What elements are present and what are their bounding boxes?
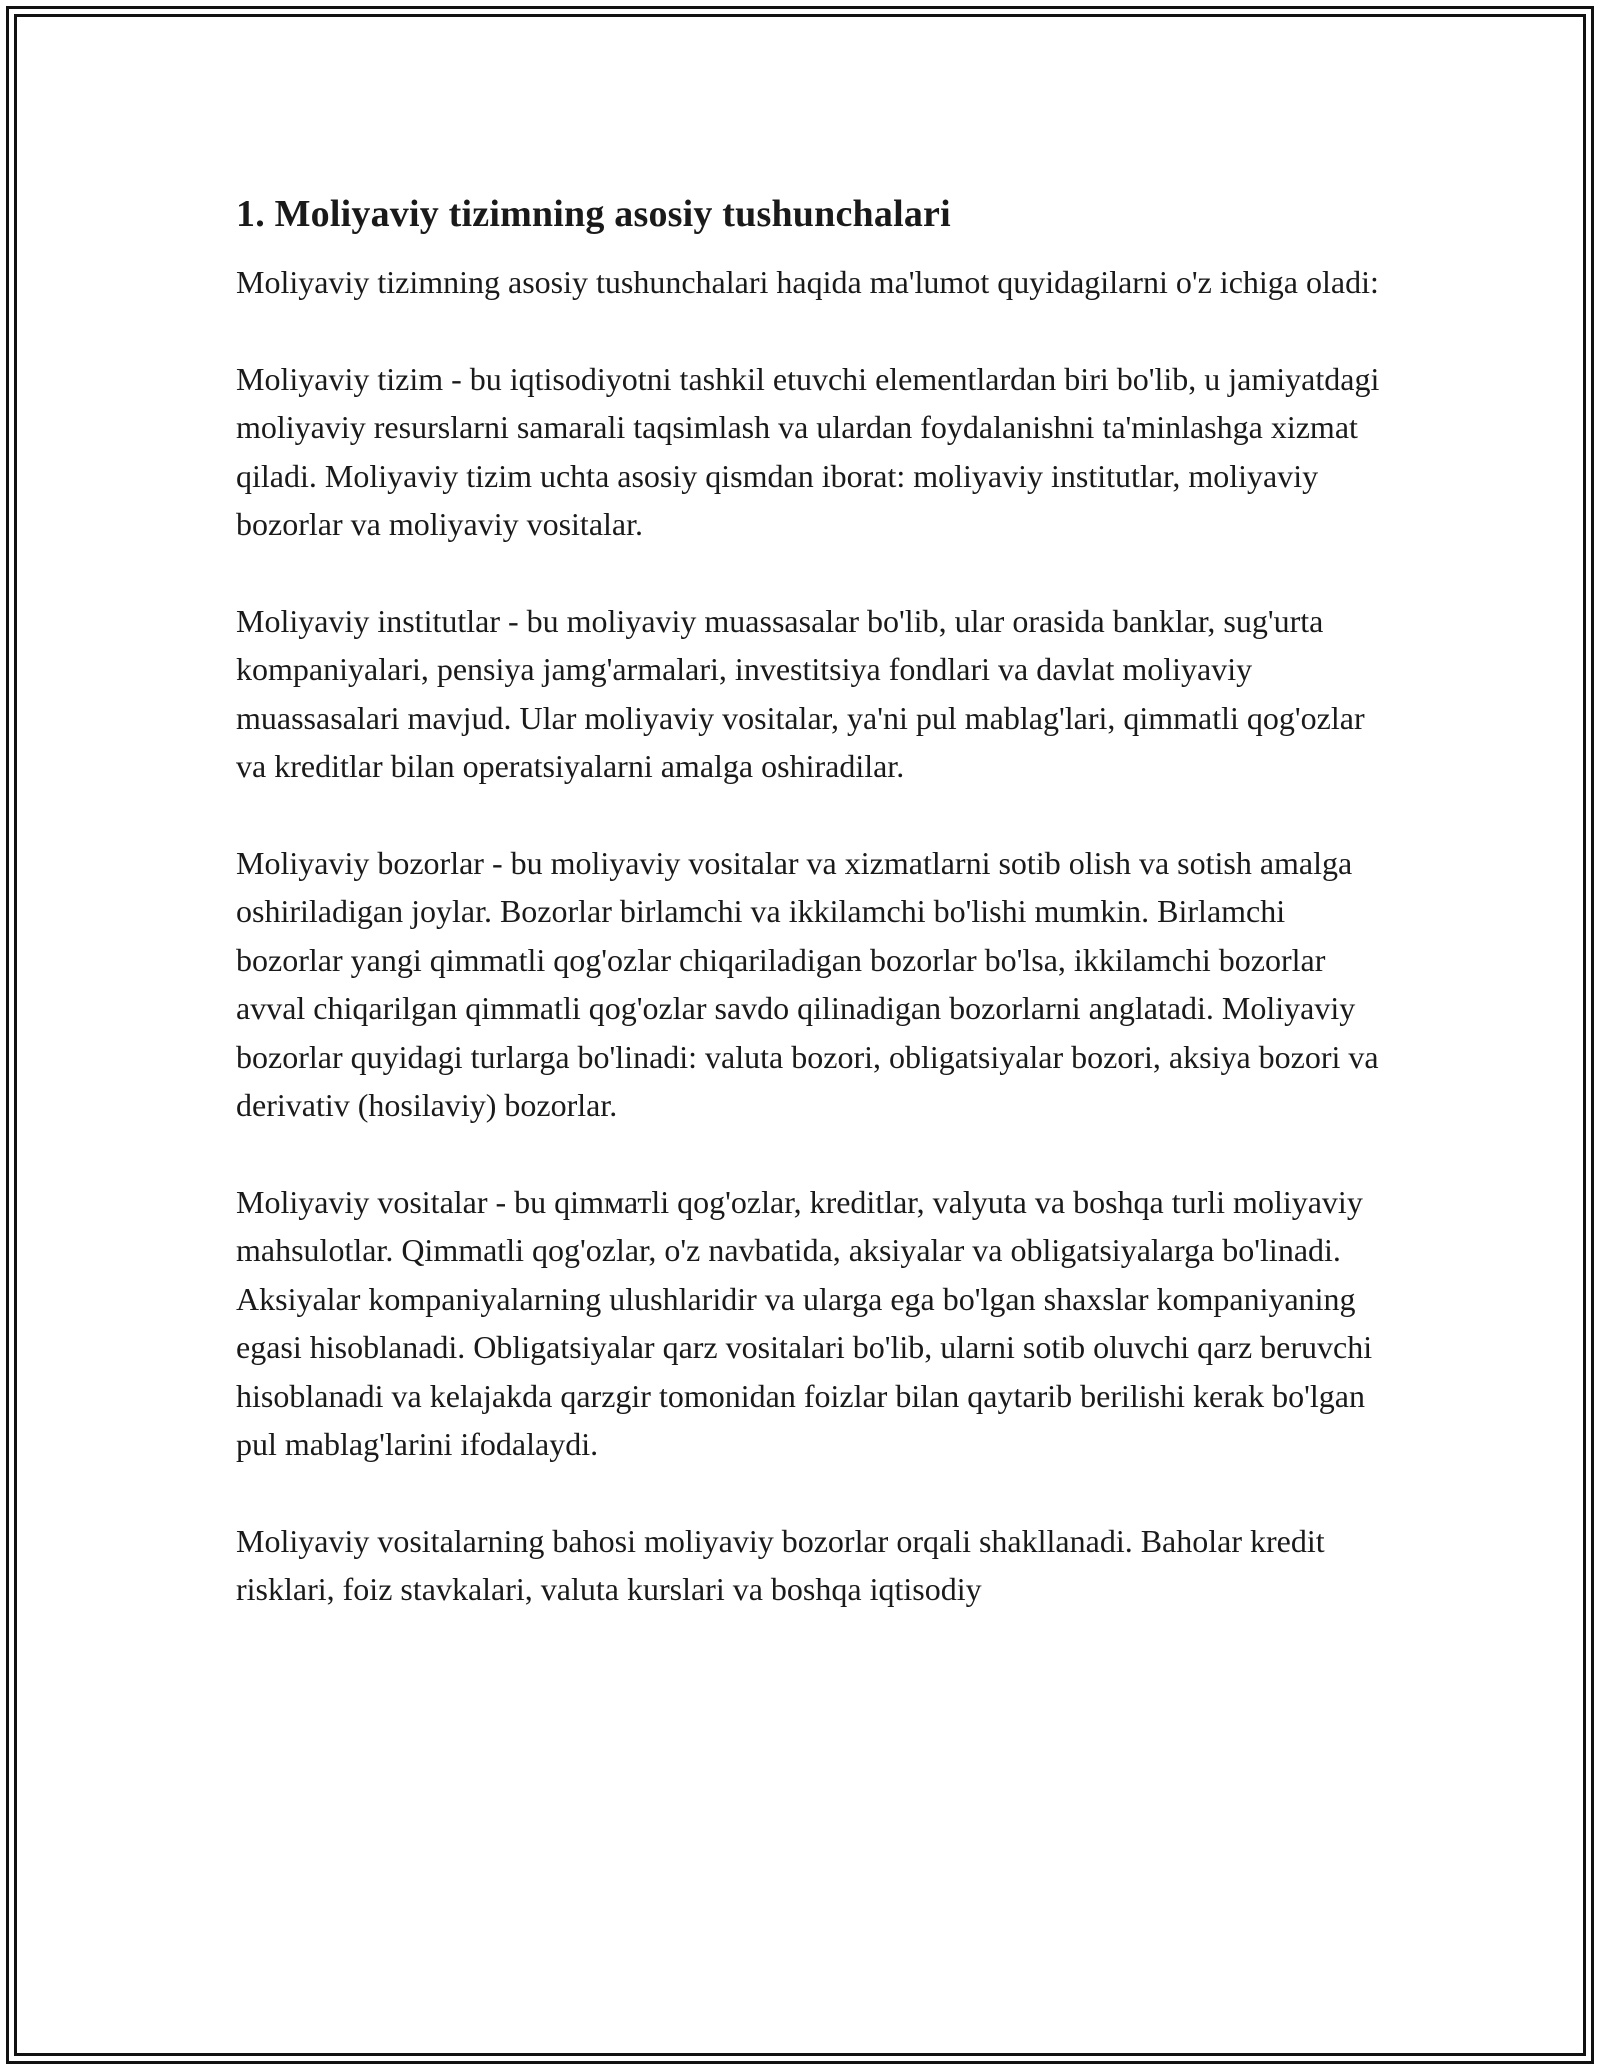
document-body — [236, 188, 1386, 1662]
section-heading: 1. Moliyaviy tizimning asosiy tushunchalari — [236, 193, 951, 235]
paragraph-intro: Moliyaviy tizimning asosiy tushunchalari haqida ma'lumot quyidagilarni o'z ichiga oladi: — [236, 264, 1379, 300]
paragraph-instrument-pricing: Moliyaviy vositalarning bahosi moliyaviy bozorlar orqali shakllanadi. Baholar kredit risklari, foiz stavkalari, valuta kurslari va boshqa iqtisodiy — [236, 1522, 1325, 1607]
paragraph-financial-markets: Moliyaviy bozorlar - bu moliyaviy vositalar va xizmatlarni sotib olish va sotish amalga oshiriladigan joylar. Bozorlar birlamchi va ikkilamchi bo'lishi mumkin. Birlamchi bozorlar yangi qimmatli qog'ozlar chiqariladigan bozorlar bo'lsa, ikkilamchi bozorlar avval chiqarilgan qimmatli qog'ozlar savdo qilinadigan bozorlarni anglatadi. Moliyaviy bozorlar quyidagi turlarga bo'linadi: valuta bozori, obligatsiyalar bozori, aksiya bozori va derivativ (hosilaviy) bozorlar. — [236, 844, 1379, 1123]
paragraph-financial-instruments: Moliyaviy vositalar - bu qimматli qog'ozlar, kreditlar, valyuta va boshqa turli moliyaviy mahsulotlar. Qimmatli qog'ozlar, o'z navbatida, aksiyalar va obligatsiyalarga bo'linadi. Aksiyalar kompaniyalarning ulushlaridir va ularga ega bo'lgan shaxslar kompaniyaning egasi hisoblanadi. Obligatsiyalar qarz vositalari bo'lib, ularni sotib oluvchi qarz beruvchi hisoblanadi va kelajakda qarzgir tomonidan foizlar bilan qaytarib berilishi kerak bo'lgan pul mablag'larini ifodalaydi. — [236, 1183, 1373, 1462]
paragraph-financial-institutions: Moliyaviy institutlar - bu moliyaviy muassasalar bo'lib, ular orasida banklar, sug'urta kompaniyalari, pensiya jamg'armalari, investitsiya fondlari va davlat moliyaviy muassasalari mavjud. Ular moliyaviy vositalar, ya'ni pul mablag'lari, qimmatli qog'ozlar va kreditlar bilan operatsiyalarni amalga oshiradilar. — [236, 602, 1365, 784]
paragraph-financial-system: Moliyaviy tizim - bu iqtisodiyotni tashkil etuvchi elementlardan biri bo'lib, u jamiyatdagi moliyaviy resurslarni samarali taqsimlash va ulardan foydalanishni ta'minlashga xizmat qiladi. Moliyaviy tizim uchta asosiy qismdan iborat: moliyaviy institutlar, moliyaviy bozorlar va moliyaviy vositalar. — [236, 360, 1380, 542]
